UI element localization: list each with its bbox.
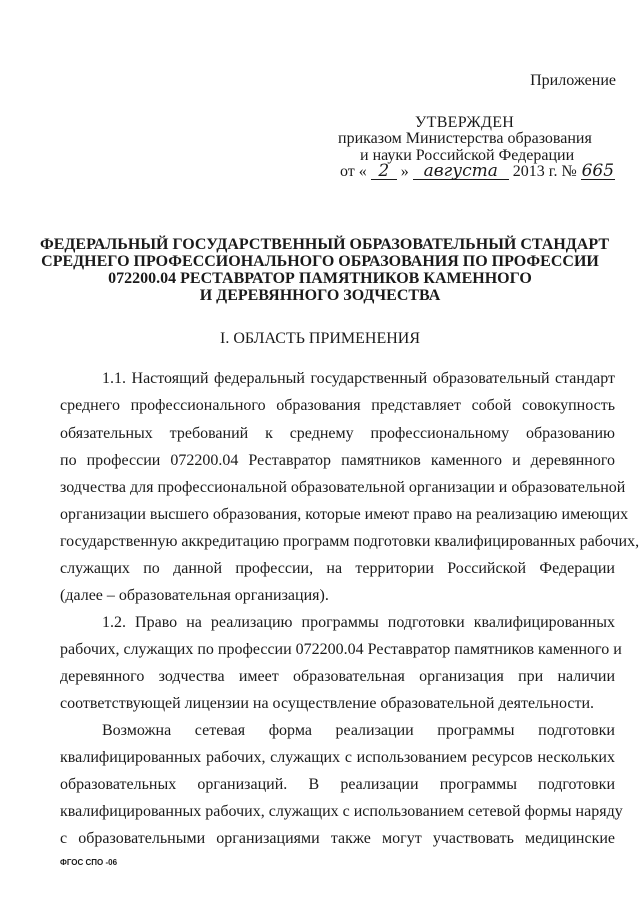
body-line: соответствующей лицензии на осуществление образовательной деятельности. [60,695,595,712]
date-year: 2013 г. № [512,163,577,180]
body-line: среднего профессионального образования представляет собой совокупность [60,397,615,414]
title-line: СРЕДНЕГО ПРОФЕССИОНАЛЬНОГО ОБРАЗОВАНИЯ ПО ПРОФЕССИИ [41,253,599,270]
order-line-1: приказом Министерства образования [338,130,592,147]
date-separator: » [400,163,409,180]
body-line: с образовательными организациями также могут участвовать медицинские [60,830,615,847]
body-line: зодчества для профессиональной образовательной организации и образовательной [60,479,626,496]
document-title [40,236,609,304]
body-line: (далее – образовательная организация). [60,587,329,604]
appendix-label: Приложение [530,72,616,89]
order-date-line [340,163,615,181]
body-line: по профессии 072200.04 Реставратор памятников каменного и деревянного [60,452,615,469]
body-line: рабочих, служащих по профессии 072200.04 Реставратор памятников каменного и [60,641,622,658]
date-prefix: от « [340,163,367,180]
body-line: деревянного зодчества имеет образовательная организация при наличии [60,668,615,685]
body-line: квалифицированных рабочих, служащих с использованием сетевой формы наряду [60,803,623,820]
body-line: государственную аккредитацию программ подготовки квалифицированных рабочих, [60,533,640,550]
title-line: 072200.04 РЕСТАВРАТОР ПАМЯТНИКОВ КАМЕННОГО [108,270,532,287]
date-day-handwritten: 2 [371,163,397,180]
body-line: квалифицированных рабочих, служащих с использованием ресурсов нескольких [60,749,615,766]
body-line: 1.2. Право на реализацию программы подготовки квалифицированных [102,614,615,631]
date-month-handwritten: августа [413,163,509,180]
body-line: 1.1. Настоящий федеральный государственный образовательный стандарт [102,370,615,387]
order-line-2: и науки Российской Федерации [360,147,575,164]
body-line: служащих по данной профессии, на территории Российской Федерации [60,560,615,577]
section-title: I. ОБЛАСТЬ ПРИМЕНЕНИЯ [219,330,421,347]
approved-label: УТВЕРЖДЕН [415,114,515,131]
body-line: организации высшего образования, которые имеют право на реализацию имеющих [60,506,629,523]
footer-code: ФГОС СПО -06 [60,858,118,867]
title-line: И ДЕРЕВЯННОГО ЗОДЧЕСТВА [199,287,441,304]
body-line: образовательных организаций. В реализации программы подготовки [60,776,615,793]
body-line: Возможна сетевая форма реализации программы подготовки [102,722,615,739]
title-line: ФЕДЕРАЛЬНЫЙ ГОСУДАРСТВЕННЫЙ ОБРАЗОВАТЕЛЬНЫЙ СТАНДАРТ [40,236,609,253]
order-number-handwritten: 665 [581,161,615,181]
body-line: обязательных требований к среднему профессиональному образованию [60,425,615,442]
